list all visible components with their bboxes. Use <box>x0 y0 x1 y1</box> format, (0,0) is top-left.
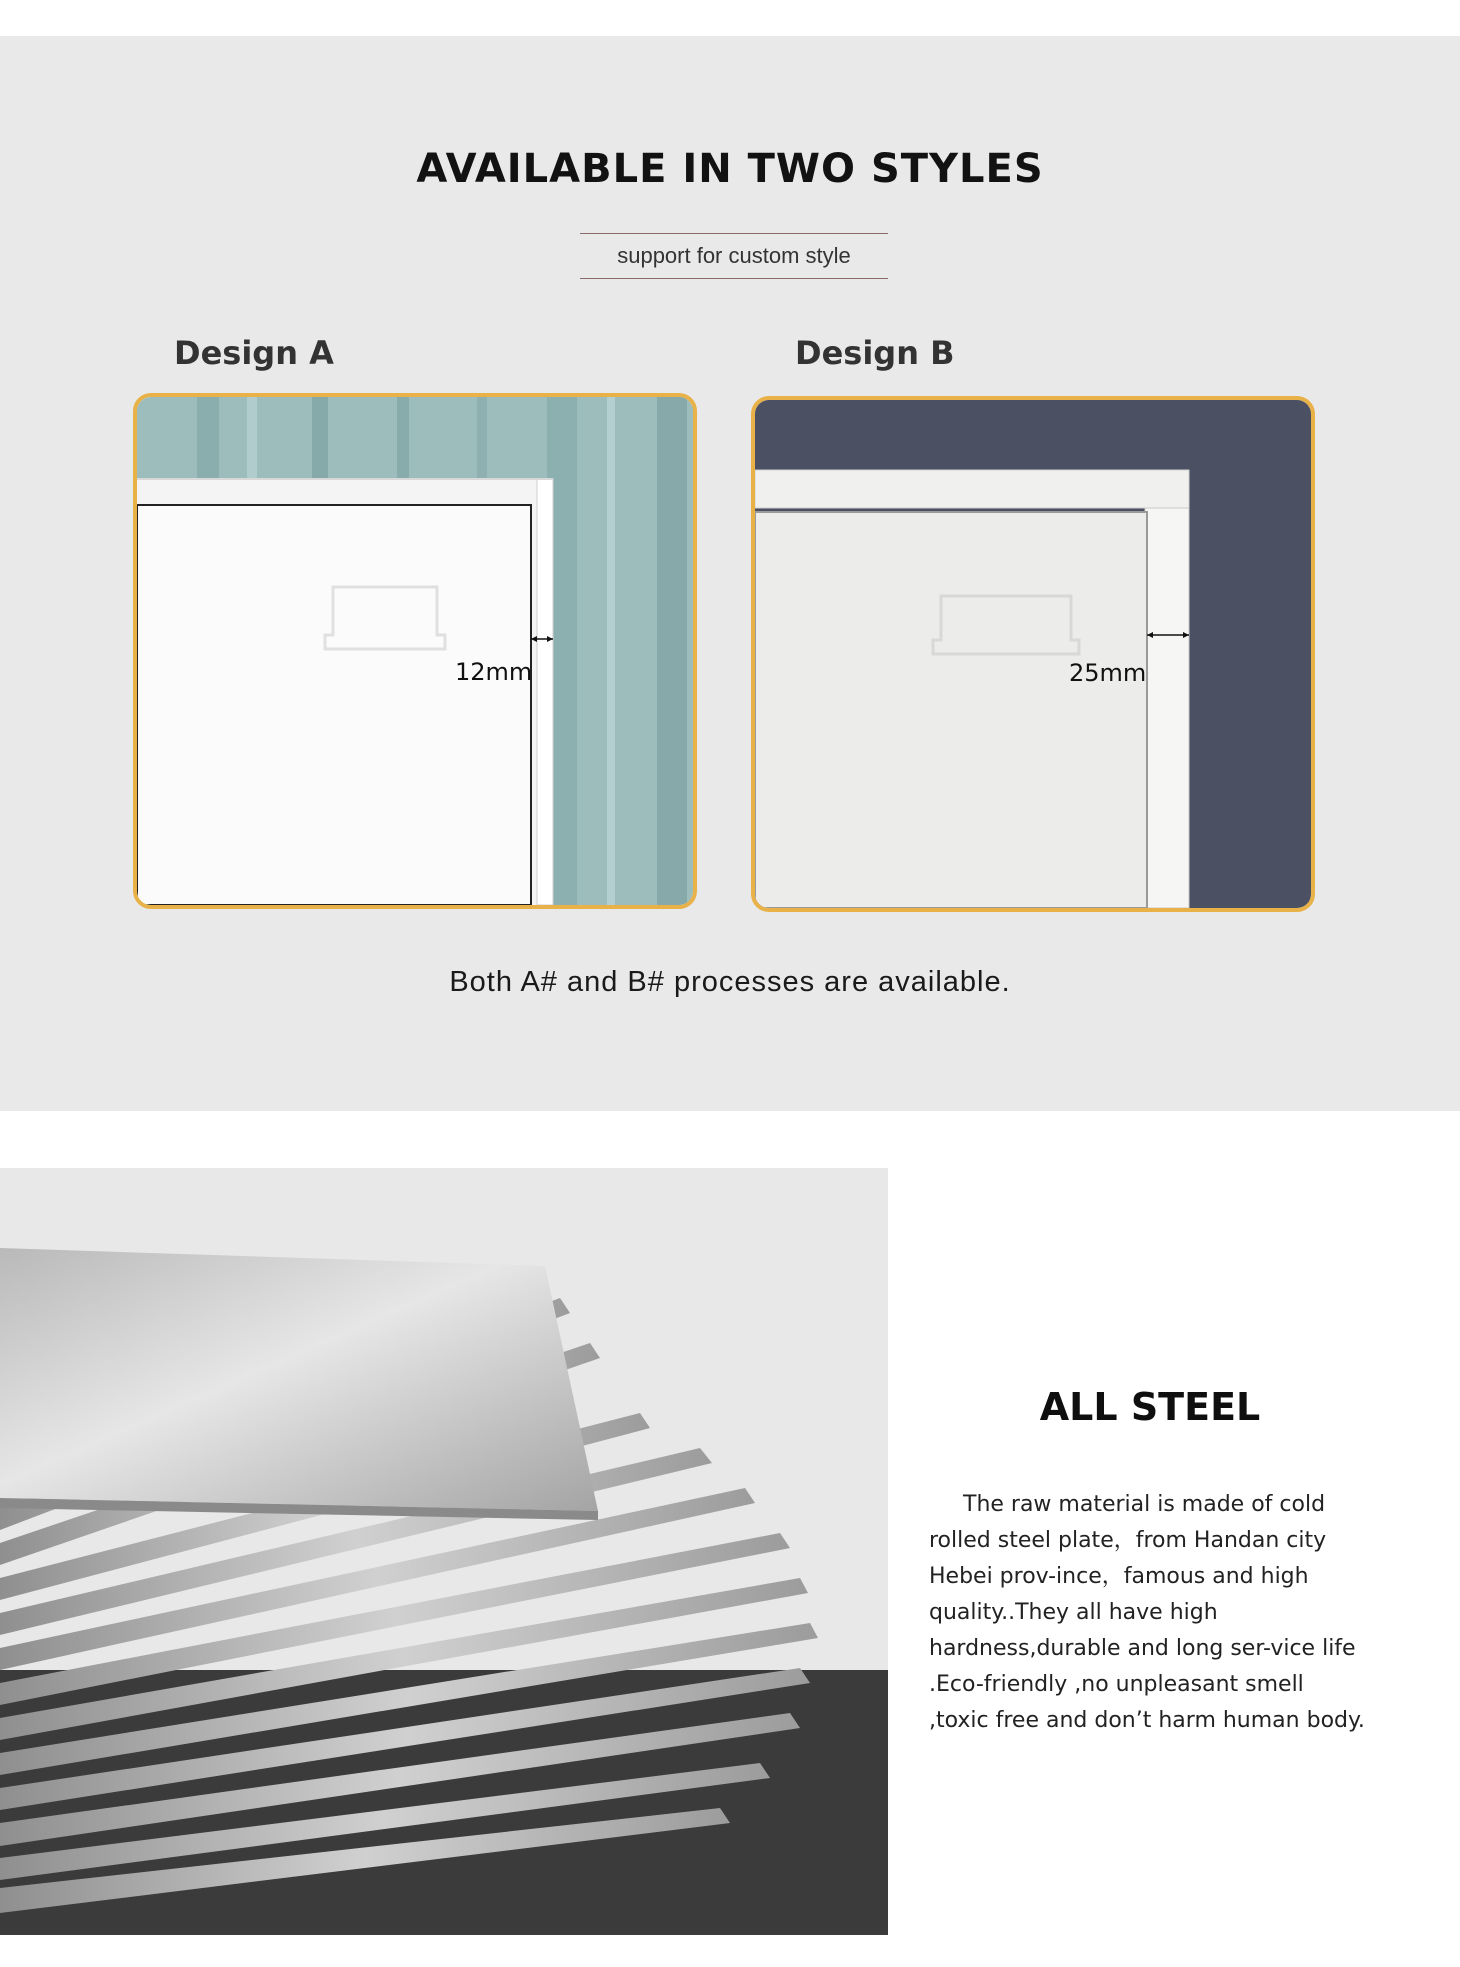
design-a-illustration <box>137 397 693 905</box>
styles-section <box>0 36 1460 1111</box>
subtitle-box <box>580 233 888 279</box>
steel-plates-image <box>0 1168 888 1935</box>
section-title: AVAILABLE IN TWO STYLES <box>416 146 1044 192</box>
design-a-label: Design A <box>174 334 334 372</box>
design-b-image <box>751 396 1315 912</box>
design-a-gap-label: 12mm <box>455 658 533 686</box>
steel-title: ALL STEEL <box>1039 1385 1261 1429</box>
design-b-gap-label: 25mm <box>1069 659 1147 687</box>
design-b-illustration <box>755 400 1311 908</box>
design-b-label: Design B <box>795 334 955 372</box>
styles-caption: Both A# and B# processes are available. <box>449 966 1011 998</box>
design-a-image <box>133 393 697 909</box>
subtitle: support for custom style <box>617 243 851 268</box>
steel-plates-illustration <box>0 1168 888 1935</box>
steel-description: The raw material is made of cold rolled steel plate，from Handan city Hebei prov-ince，famous and high quality..They all have high hardness,durable and long ser-vice life .Eco-friendly ,no unpleasant smell ,toxic free and don’t harm human body. <box>929 1492 1365 1733</box>
